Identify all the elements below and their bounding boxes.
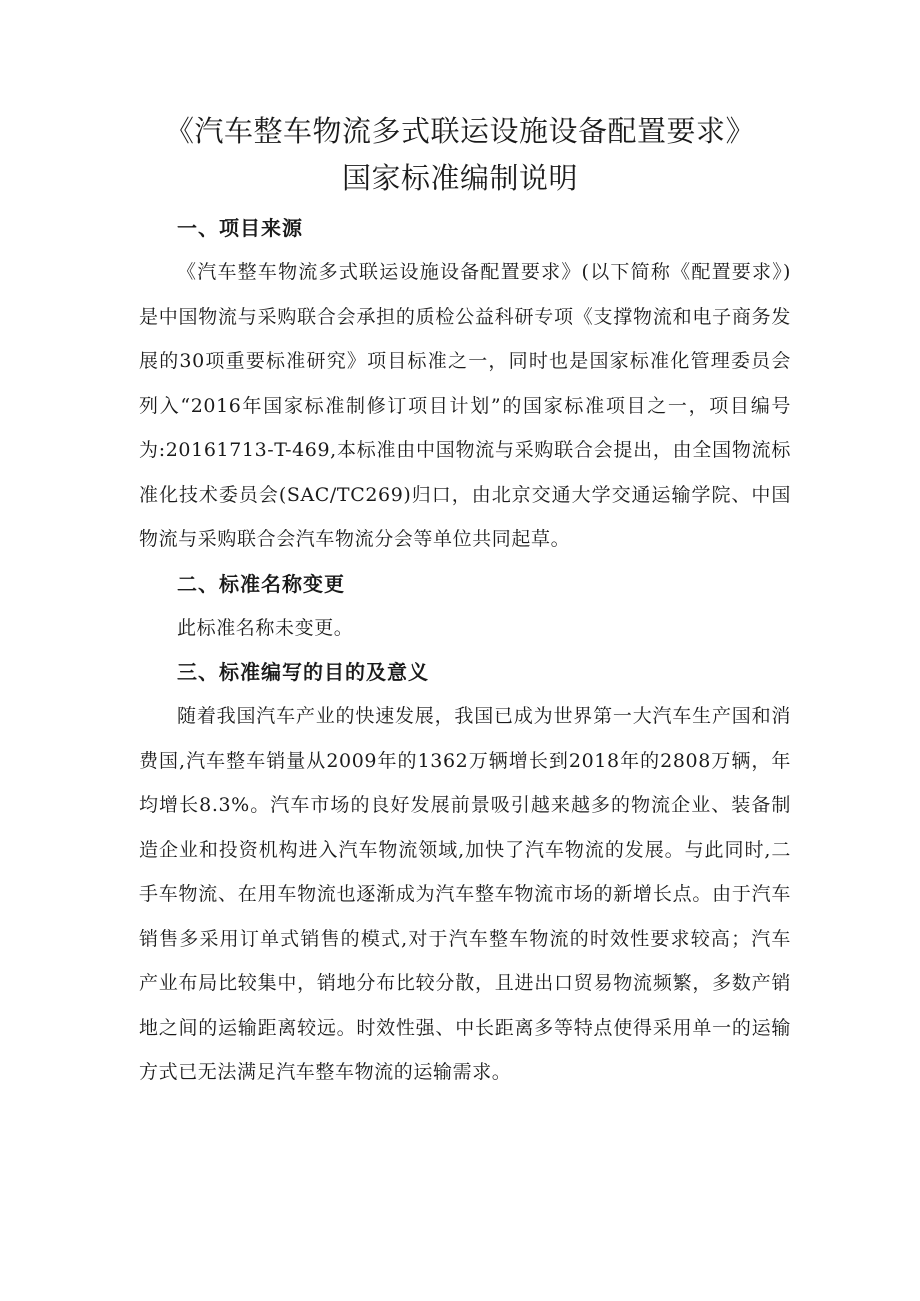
section-name-change-paragraph: 此标准名称未变更。 [177,616,354,639]
document-title-line2: 国家标准编制说明 [341,161,578,195]
section-heading-purpose: 三、标准编写的目的及意义 [177,660,429,684]
section-purpose-paragraph: 随着我国汽车产业的快速发展，我国已成为世界第一大汽车生产国和消费国,汽车整车销量从2009年的1362万辆增长到2018年的2808万辆，年均增长8.3%。汽车市场的良好发展前景吸引越来越多的物流企业、装备制造企业和投资机构进入汽车物流领域,加快了汽车物流的发展。与此同时,二手车物流、在用车物流也逐渐成为汽车整车物流市场的新增长点。由于汽车销售多采用订单式销售的模式,对于汽车整车物流的时效性要求较高；汽车产业布局比较集中，销地分布比较分散，且进出口贸易物流频繁，多数产销地之间的运输距离较远。时效性强、中长距离多等特点使得采用单一的运输方式已无法满足汽车整车物流的运输需求。 [139,705,791,1083]
section-heading-source: 一、项目来源 [177,216,303,240]
section-source-paragraph: 《汽车整车物流多式联运设施设备配置要求》(以下简称《配置要求》)是中国物流与采购联合会承担的质检公益科研专项《支撑物流和电子商务发展的30项重要标准研究》项目标准之一，同时也是国家标准化管理委员会列入“2016年国家标准制修订项目计划”的国家标准项目之一，项目编号为:20161713-T-469,本标准由中国物流与采购联合会提出，由全国物流标准化技术委员会(SAC/TC269)归口，由北京交通大学交通运输学院、中国物流与采购联合会汽车物流分会等单位共同起草。 [139,261,791,550]
document-body [139,206,791,1095]
document-title-line1: 《汽车整车物流多式联运设施设备配置要求》 [164,114,755,148]
section-heading-name-change: 二、标准名称变更 [177,571,345,596]
